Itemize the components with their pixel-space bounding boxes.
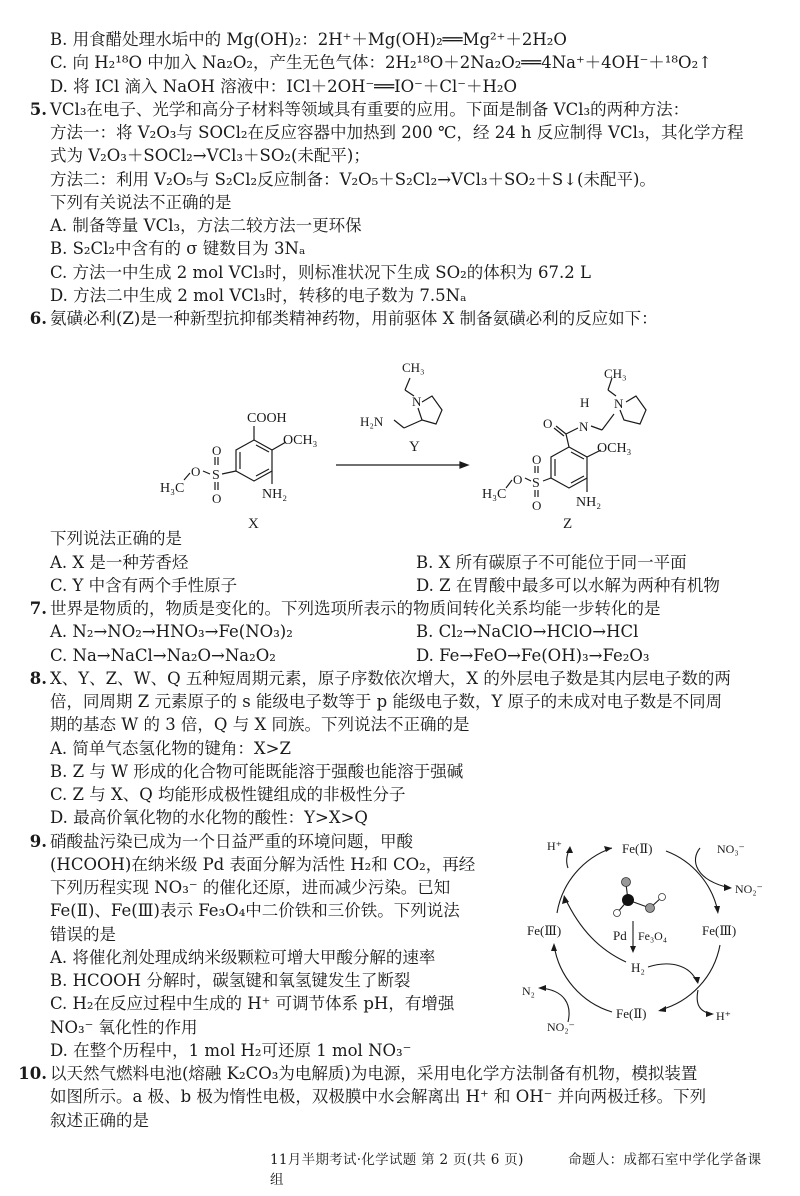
line-text: 式为 V₂O₃＋SOCl₂→VCl₃＋SO₂(未配平)； [50, 146, 370, 166]
line-text: 下列历程实现 NO₃⁻ 的催化还原，进而减少污染。已知 [50, 878, 451, 897]
pd-label: Pd [613, 928, 627, 943]
x-och3-label: OCH₃ [283, 433, 318, 448]
page-footer [270, 1148, 800, 1188]
line-text: C. Na→NaCl→Na₂O→Na₂O₂ [50, 645, 276, 665]
question-line [0, 307, 800, 330]
line-text: B. S₂Cl₂中含有的 σ 键数目为 3Nₐ [50, 239, 306, 259]
line-text: D. 最高价氧化物的水化物的酸性：Y>X>Q [50, 808, 368, 828]
z-o-label: O [532, 452, 542, 467]
text-line [0, 214, 800, 237]
x-h3c-label: H₃C [160, 481, 185, 496]
text-line [0, 853, 800, 876]
text-line [0, 1085, 800, 1108]
z-ch3-label: CH₃ [604, 366, 627, 381]
no2-top-label: NO₂⁻ [735, 882, 763, 896]
line-text: A. N₂→NO₂→HNO₃→Fe(NO₃)₂ [50, 622, 293, 642]
line-text: C. Y 中含有两个手性原子 [50, 575, 238, 595]
line-text: 下列说法正确的是 [50, 529, 182, 549]
fe3-right-label: Fe(Ⅲ) [702, 923, 737, 938]
text-line [0, 51, 800, 74]
fe2-bottom-label: Fe(Ⅱ) [616, 1006, 647, 1021]
z-och3-label: OCH₃ [597, 441, 632, 456]
page-info: 11月半期考试·化学试题 第 2 页(共 6 页) [270, 1152, 524, 1168]
text-line [0, 168, 800, 191]
text-line [0, 620, 800, 643]
h2-label: H₂ [631, 960, 645, 975]
line-text: C. Z 与 X、Q 均能形成极性键组成的非极性分子 [50, 785, 406, 804]
question-line [0, 98, 800, 121]
line-text: 方法二：利用 V₂O₅与 S₂Cl₂反应制备：V₂O₅＋S₂Cl₂→VCl₃＋SO₂＋S↓(未配平)。 [50, 169, 656, 189]
no3-label: NO₃⁻ [717, 842, 745, 856]
text-line [0, 760, 800, 783]
line-text: NO₃⁻ 氧化性的作用 [50, 1017, 198, 1037]
text-line [0, 737, 800, 760]
text-line [0, 237, 800, 260]
z-o-label: O [532, 498, 542, 513]
line-text: 倍，同周期 Z 元素原子的 s 能级电子数等于 p 能级电子数，Y 原子的未成对电子数是不同周 [50, 692, 723, 711]
x-s-label: S [212, 468, 220, 483]
question-line [0, 597, 800, 620]
line-text: 氨磺必利(Z)是一种新型抗抑郁类精神药物，用前驱体 X 制备氨磺必利的反应如下： [50, 309, 658, 328]
question-number: 8. [29, 668, 47, 688]
z-o-label: O [513, 472, 523, 487]
line-text-right-option: D. Fe→FeO→Fe(OH)₃→Fe₂O₃ [416, 645, 650, 665]
line-text: 错误的是 [50, 924, 116, 944]
z-h3c-label: H₃C [482, 487, 507, 502]
text-line [0, 992, 800, 1015]
line-text: C. 方法一中生成 2 mol VCl₃时，则标准状况下生成 SO₂的体积为 67.2 L [50, 262, 591, 282]
line-text: 方法一：将 V₂O₃与 SOCl₂在反应容器中加热到 200 ℃，经 24 h 反应制得 VCl₃，其化学方程 [50, 123, 744, 142]
text-line [0, 713, 800, 736]
text-line [0, 783, 800, 806]
line-text: 以天然气燃料电池(熔融 K₂CO₃为电解质)为电源，采用电化学方法制备有机物，模拟装置 [50, 1064, 698, 1083]
text-line [0, 191, 800, 214]
z-o-label: O [543, 416, 553, 431]
text-line [0, 946, 800, 969]
z-s-label: S [532, 476, 540, 491]
text-line [0, 923, 800, 946]
line-text: Fe(Ⅱ)、Fe(Ⅲ)表示 Fe₃O₄中二价铁和三价铁。下列说法 [50, 901, 460, 921]
x-label: X [248, 516, 259, 532]
line-text: 期的基态 W 的 3 倍，Q 与 X 同族。下列说法不正确的是 [50, 715, 470, 735]
z-nh-label: N [579, 419, 589, 434]
text-line [0, 899, 800, 922]
h-plus-bottom-label: H⁺ [716, 1009, 731, 1023]
text-line [0, 1016, 800, 1039]
h-plus-top-label: H⁺ [547, 839, 562, 853]
line-text: B. HCOOH 分解时，碳氢键和氧氢键发生了断裂 [50, 971, 411, 990]
text-line [0, 1039, 800, 1062]
x-o-label: O [212, 491, 222, 506]
text-line [0, 527, 800, 550]
question-number: 6. [29, 309, 47, 328]
z-label: Z [563, 516, 573, 532]
text-line [0, 1109, 800, 1132]
z-n-label: N [614, 396, 624, 411]
line-text: C. 向 H₂¹⁸O 中加入 Na₂O₂，产生无色气体：2H₂¹⁸O＋2Na₂O₂══4Na⁺＋4OH⁻＋¹⁸O₂↑ [50, 53, 713, 73]
line-text: 如图所示。a 极、b 极为惰性电极，双极膜中水会解离出 H⁺ 和 OH⁻ 并向两极迁移。下列 [50, 1087, 707, 1107]
line-text-right-option: B. Cl₂→NaClO→HClO→HCl [416, 622, 639, 642]
line-text: 下列有关说法不正确的是 [50, 192, 232, 212]
line-text: A. 制备等量 VCl₃，方法二较方法一更环保 [50, 216, 362, 235]
z-h-label: H [580, 395, 590, 410]
question-number: 9. [29, 831, 47, 851]
line-text: A. 将催化剂处理成纳米级颗粒可增大甲酸分解的速率 [50, 947, 436, 967]
text-line [0, 121, 800, 144]
x-cooh-label: COOH [247, 411, 287, 426]
text-line [0, 144, 800, 167]
line-text: 硝酸盐污染已成为一个日益严重的环境问题，甲酸 [50, 831, 413, 851]
text-line [0, 876, 800, 899]
y-h2n-label: H₂N [360, 414, 384, 429]
line-text: 叙述正确的是 [50, 1110, 149, 1130]
z-nh2-label: NH₂ [576, 495, 602, 510]
text-line [0, 806, 800, 829]
line-text: 世界是物质的，物质是变化的。下列选项所表示的物质间转化关系均能一步转化的是 [50, 599, 661, 618]
question-line [0, 667, 800, 690]
line-text: VCl₃在电子、光学和高分子材料等领域具有重要的应用。下面是制备 VCl₃的两种方法： [50, 99, 690, 119]
line-text: C. H₂在反应过程中生成的 H⁺ 可调节体系 pH，有增强 [50, 994, 455, 1014]
reaction-figure-space [0, 330, 800, 527]
y-label: Y [409, 439, 420, 455]
no2-bottom-label: NO₂⁻ [547, 1020, 575, 1034]
line-text: B. Z 与 W 形成的化合物可能既能溶于强酸也能溶于强碱 [50, 761, 464, 781]
line-text: D. 将 ICl 滴入 NaOH 溶液中：ICl＋2OH⁻══IO⁻＋Cl⁻＋H₂O [50, 76, 518, 96]
line-text: A. X 是一种芳香烃 [50, 552, 189, 572]
fe3-left-label: Fe(Ⅲ) [527, 923, 562, 938]
text-line [0, 690, 800, 713]
author-info: 命题人：成都石室中学化学备课组 [270, 1152, 762, 1188]
question-number: 10. [18, 1064, 47, 1083]
text-line [0, 969, 800, 992]
text-line [0, 28, 800, 51]
line-text: X、Y、Z、W、Q 五种短周期元素，原子序数依次增大，X 的外层电子数是其内层电子数的两 [50, 668, 731, 688]
n2-label: N₂ [522, 984, 535, 998]
question-number: 7. [29, 599, 47, 618]
x-o-label: O [191, 464, 201, 479]
text-line [0, 75, 800, 98]
question-line [0, 1062, 800, 1085]
y-n-label: N [412, 394, 422, 409]
x-nh2-label: NH₂ [262, 487, 288, 502]
question-number: 5. [29, 99, 47, 119]
x-o-label: O [212, 443, 222, 458]
y-ch3-label: CH₃ [402, 360, 425, 375]
line-text: A. 简单气态氢化物的键角：X>Z [50, 738, 291, 758]
line-text: D. 在整个历程中，1 mol H₂可还原 1 mol NO₃⁻ [50, 1040, 412, 1060]
text-line [0, 574, 800, 597]
line-text: B. 用食醋处理水垢中的 Mg(OH)₂：2H⁺＋Mg(OH)₂══Mg²⁺＋2H₂O [50, 30, 567, 49]
question-text [0, 28, 800, 1132]
line-text: D. 方法二中生成 2 mol VCl₃时，转移的电子数为 7.5Nₐ [50, 285, 467, 305]
text-line [0, 644, 800, 667]
text-line [0, 261, 800, 284]
text-line [0, 284, 800, 307]
line-text-right-option: D. Z 在胃酸中最多可以水解为两种有机物 [416, 575, 720, 595]
line-text-right-option: B. X 所有碳原子不可能位于同一平面 [416, 552, 687, 572]
text-line [0, 551, 800, 574]
fe3o4-label: Fe₃O₄ [638, 929, 668, 943]
question-line [0, 830, 800, 853]
fe2-top-label: Fe(Ⅱ) [622, 841, 653, 856]
line-text: (HCOOH)在纳米级 Pd 表面分解为活性 H₂和 CO₂，再经 [50, 854, 476, 874]
